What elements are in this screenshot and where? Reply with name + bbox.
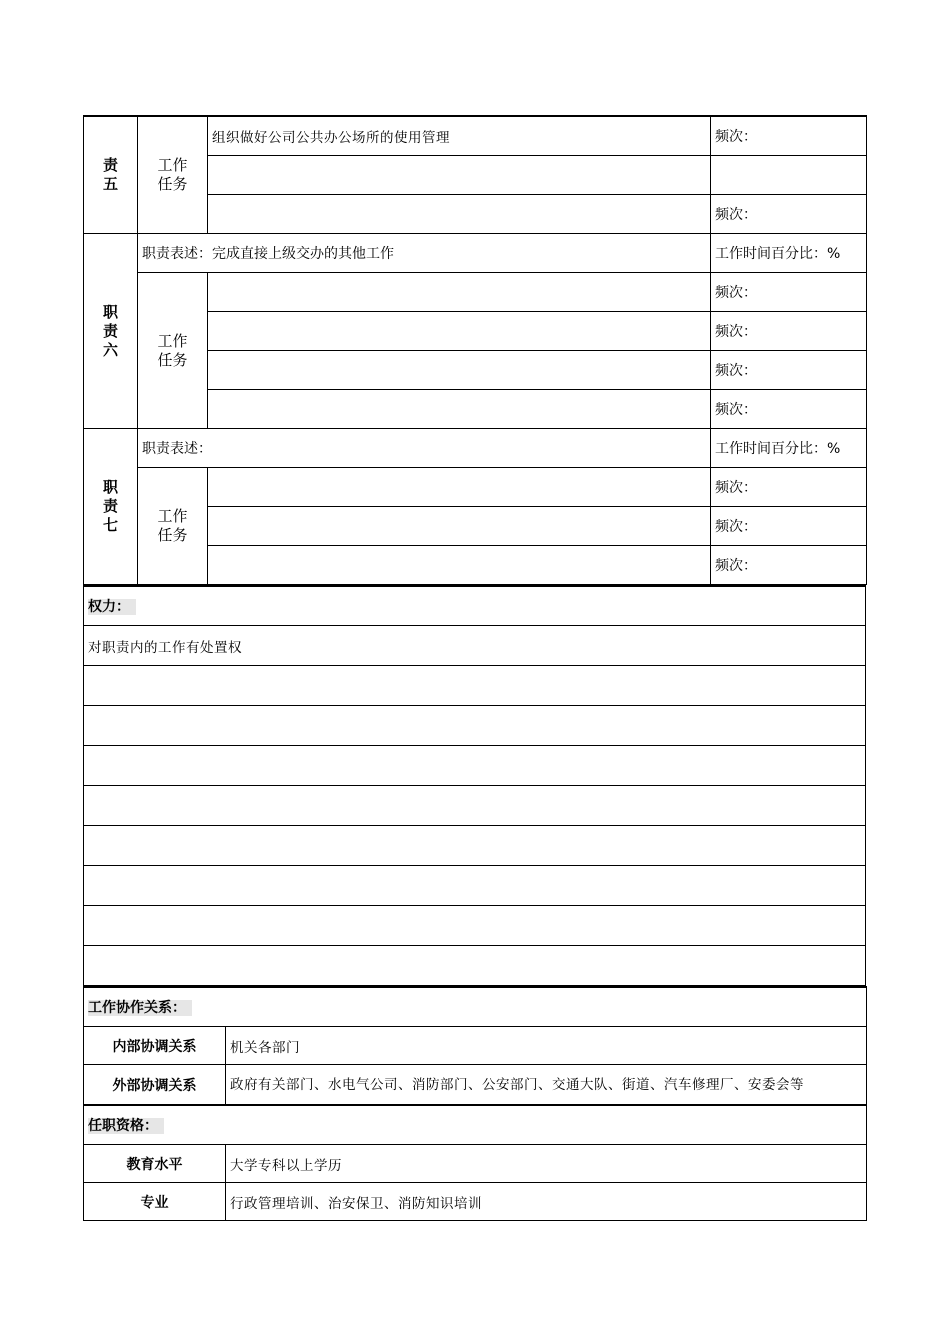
duty7-task-3[interactable]: [208, 546, 711, 585]
duty6-freq-1[interactable]: 频次：: [711, 273, 867, 312]
duty7-percent[interactable]: 工作时间百分比：%: [711, 429, 867, 468]
duty6-freq-4[interactable]: 频次：: [711, 390, 867, 429]
authority-title: 权力：: [84, 586, 866, 626]
duty5-task-1[interactable]: 组织做好公司公共办公场所的使用管理: [208, 116, 711, 156]
duty7-freq-2[interactable]: 频次：: [711, 507, 867, 546]
duty6-label: 职 责 六: [84, 234, 138, 429]
internal-relation-value[interactable]: 机关各部门: [226, 1027, 867, 1065]
authority-table: [83, 585, 866, 986]
duty7-freq-3[interactable]: 频次：: [711, 546, 867, 585]
major-value[interactable]: 行政管理培训、治安保卫、消防知识培训: [226, 1183, 867, 1221]
authority-item-8[interactable]: [84, 906, 866, 946]
duty6-task-1[interactable]: [208, 273, 711, 312]
qualification-table: [83, 1105, 867, 1221]
duty7-task-2[interactable]: [208, 507, 711, 546]
duty5-label: 责 五: [84, 116, 138, 234]
duty7-task-label: 工作 任务: [138, 468, 208, 585]
authority-item-3[interactable]: [84, 706, 866, 746]
duty7-label: 职 责 七: [84, 429, 138, 585]
authority-item-2[interactable]: [84, 666, 866, 706]
external-relation-label: 外部协调关系: [84, 1065, 226, 1105]
job-description-sheet: [83, 115, 866, 1221]
duty6-description[interactable]: 职责表述：完成直接上级交办的其他工作: [138, 234, 711, 273]
duty6-freq-3[interactable]: 频次：: [711, 351, 867, 390]
duty6-task-3[interactable]: [208, 351, 711, 390]
major-label: 专业: [84, 1183, 226, 1221]
duty5-task-2[interactable]: [208, 156, 711, 195]
duty7-task-1[interactable]: [208, 468, 711, 507]
duty5-task-label: 工作 任务: [138, 116, 208, 234]
cooperation-title: 工作协作关系：: [84, 987, 867, 1027]
duty6-task-2[interactable]: [208, 312, 711, 351]
authority-item-6[interactable]: [84, 826, 866, 866]
duties-table: [83, 115, 867, 585]
authority-item-5[interactable]: [84, 786, 866, 826]
duty6-task-4[interactable]: [208, 390, 711, 429]
education-label: 教育水平: [84, 1145, 226, 1183]
internal-relation-label: 内部协调关系: [84, 1027, 226, 1065]
cooperation-table: [83, 986, 867, 1105]
authority-item-1[interactable]: 对职责内的工作有处置权: [84, 626, 866, 666]
education-value[interactable]: 大学专科以上学历: [226, 1145, 867, 1183]
duty5-freq-2[interactable]: [711, 156, 867, 195]
duty5-task-3[interactable]: [208, 195, 711, 234]
external-relation-value[interactable]: 政府有关部门、水电气公司、消防部门、公安部门、交通大队、街道、汽车修理厂、安委会等: [226, 1065, 867, 1105]
qualification-title: 任职资格：: [84, 1106, 867, 1145]
duty5-freq-1[interactable]: 频次：: [711, 116, 867, 156]
authority-item-7[interactable]: [84, 866, 866, 906]
duty7-freq-1[interactable]: 频次：: [711, 468, 867, 507]
duty7-description[interactable]: 职责表述：: [138, 429, 711, 468]
duty6-freq-2[interactable]: 频次：: [711, 312, 867, 351]
authority-item-4[interactable]: [84, 746, 866, 786]
authority-item-9[interactable]: [84, 946, 866, 986]
duty5-freq-3[interactable]: 频次：: [711, 195, 867, 234]
duty6-percent[interactable]: 工作时间百分比：%: [711, 234, 867, 273]
duty6-task-label: 工作 任务: [138, 273, 208, 429]
